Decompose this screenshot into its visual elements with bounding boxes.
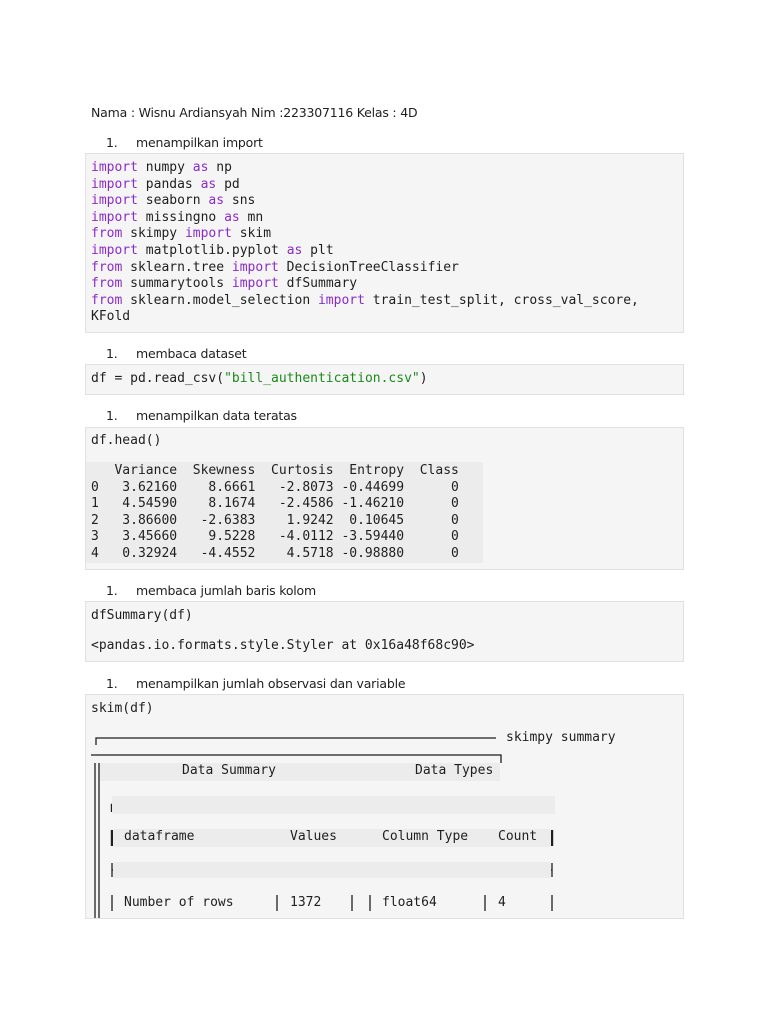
table-separator-band xyxy=(113,862,551,878)
code-line xyxy=(91,160,232,175)
row-value-number-of-rows: 1372 xyxy=(290,895,322,910)
code-line xyxy=(91,293,639,308)
code-token: KFold xyxy=(91,309,131,325)
keyword-token: import xyxy=(184,226,232,242)
keyword-token: from xyxy=(91,276,123,292)
code-token: dfSummary xyxy=(278,276,358,292)
keyword-token: from xyxy=(91,226,123,242)
step-heading-head xyxy=(106,408,297,423)
head-code: df.head() xyxy=(91,433,162,448)
head-output-table xyxy=(86,463,459,563)
code-token: mn xyxy=(239,209,264,225)
code-line xyxy=(91,210,263,225)
keyword-token: import xyxy=(91,176,138,192)
keyword-token: as xyxy=(208,193,225,209)
step-heading-skim xyxy=(106,676,405,691)
type-name: float64 xyxy=(382,895,437,910)
keyword-token: import xyxy=(91,160,138,175)
code-line xyxy=(91,226,271,241)
row-label-number-of-rows: Number of rows xyxy=(124,895,234,910)
step-text: membaca dataset xyxy=(136,346,247,361)
table-top-band xyxy=(112,796,555,814)
code-token: np xyxy=(208,160,232,175)
step-text: menampilkan data teratas xyxy=(136,408,297,423)
step-text: menampilkan jumlah observasi dan variable xyxy=(136,676,406,691)
code-token: sklearn.tree xyxy=(122,259,232,275)
code-token: pd xyxy=(216,176,240,192)
dfsummary-code: dfSummary(df) xyxy=(91,608,193,623)
table-row: 4 0.32924 -4.4552 4.5718 -0.98880 0 xyxy=(91,545,459,561)
keyword-token: import xyxy=(91,242,138,258)
styler-output: <pandas.io.formats.style.Styler at 0x16a48f68c90> xyxy=(91,638,475,653)
step-number: 1. xyxy=(106,408,118,423)
col-header-values: Values xyxy=(290,829,337,844)
keyword-token: import xyxy=(231,259,279,275)
code-token: pandas xyxy=(137,176,201,192)
code-line xyxy=(91,193,255,208)
code-token: summarytools xyxy=(122,276,232,292)
step-number: 1. xyxy=(106,583,118,598)
code-cell-skim xyxy=(85,694,684,919)
keyword-token: import xyxy=(317,292,365,308)
keyword-token: from xyxy=(91,292,123,308)
code-line xyxy=(91,260,459,275)
step-number: 1. xyxy=(106,135,118,150)
skimpy-summary-title: skimpy summary xyxy=(506,730,616,745)
col-header-count: Count xyxy=(498,829,538,844)
document-header: Nama : Wisnu Ardiansyah Nim :223307116 Kelas : 4D xyxy=(91,105,418,120)
code-token: sklearn.model_selection xyxy=(122,292,318,308)
col-header-column-type: Column Type xyxy=(382,829,469,844)
code-token: matplotlib.pyplot xyxy=(137,242,287,258)
code-line xyxy=(91,177,240,192)
keyword-token: import xyxy=(91,209,138,225)
keyword-token: as xyxy=(224,209,240,225)
code-cell-head xyxy=(85,427,684,570)
keyword-token: import xyxy=(231,276,279,292)
import-code xyxy=(86,154,683,326)
code-line xyxy=(91,276,357,291)
step-text: membaca jumlah baris kolom xyxy=(136,583,316,598)
step-heading-import xyxy=(106,135,263,150)
csv-filename: "bill_authentication.csv" xyxy=(224,371,420,386)
type-count: 4 xyxy=(498,895,506,910)
read-csv-code xyxy=(86,365,683,388)
code-cell-dfsummary xyxy=(85,601,684,662)
step-heading-dataset xyxy=(106,346,246,361)
table-row: 0 3.62160 8.6661 -2.8073 -0.44699 0 xyxy=(91,479,459,495)
read-csv-close: ) xyxy=(419,371,428,386)
code-token: skim xyxy=(231,226,272,242)
code-token: DecisionTreeClassifier xyxy=(278,259,459,275)
data-types-title: Data Types xyxy=(415,763,494,778)
col-header-dataframe: dataframe xyxy=(124,829,195,844)
table-header-row: Variance Skewness Curtosis Entropy Class xyxy=(91,463,459,478)
keyword-token: as xyxy=(286,242,303,258)
step-text: menampilkan import xyxy=(136,135,263,150)
code-token: skimpy xyxy=(122,226,185,242)
code-cell-read-csv xyxy=(85,364,684,395)
code-cell-imports xyxy=(85,153,684,333)
step-number: 1. xyxy=(106,676,118,691)
code-token: numpy xyxy=(137,160,193,175)
code-token: missingno xyxy=(137,209,225,225)
read-csv-call: df = pd.read_csv( xyxy=(91,371,225,386)
skim-code: skim(df) xyxy=(91,701,154,716)
keyword-token: import xyxy=(91,193,138,209)
data-summary-title: Data Summary xyxy=(182,763,276,778)
step-heading-summary xyxy=(106,583,316,598)
keyword-token: as xyxy=(200,176,217,192)
code-token: plt xyxy=(302,242,334,258)
step-number: 1. xyxy=(106,346,118,361)
code-token: sns xyxy=(224,193,256,209)
code-line xyxy=(91,243,334,258)
table-row: 1 4.54590 8.1674 -2.4586 -1.46210 0 xyxy=(91,496,459,512)
keyword-token: as xyxy=(192,160,209,175)
code-line xyxy=(91,309,130,324)
keyword-token: from xyxy=(91,259,123,275)
table-row: 3 3.45660 9.5228 -4.0112 -3.59440 0 xyxy=(91,529,459,545)
code-token: train_test_split, cross_val_score, xyxy=(364,292,639,308)
code-token: seaborn xyxy=(137,193,209,209)
table-row: 2 3.86600 -2.6383 1.9242 0.10645 0 xyxy=(91,512,459,528)
